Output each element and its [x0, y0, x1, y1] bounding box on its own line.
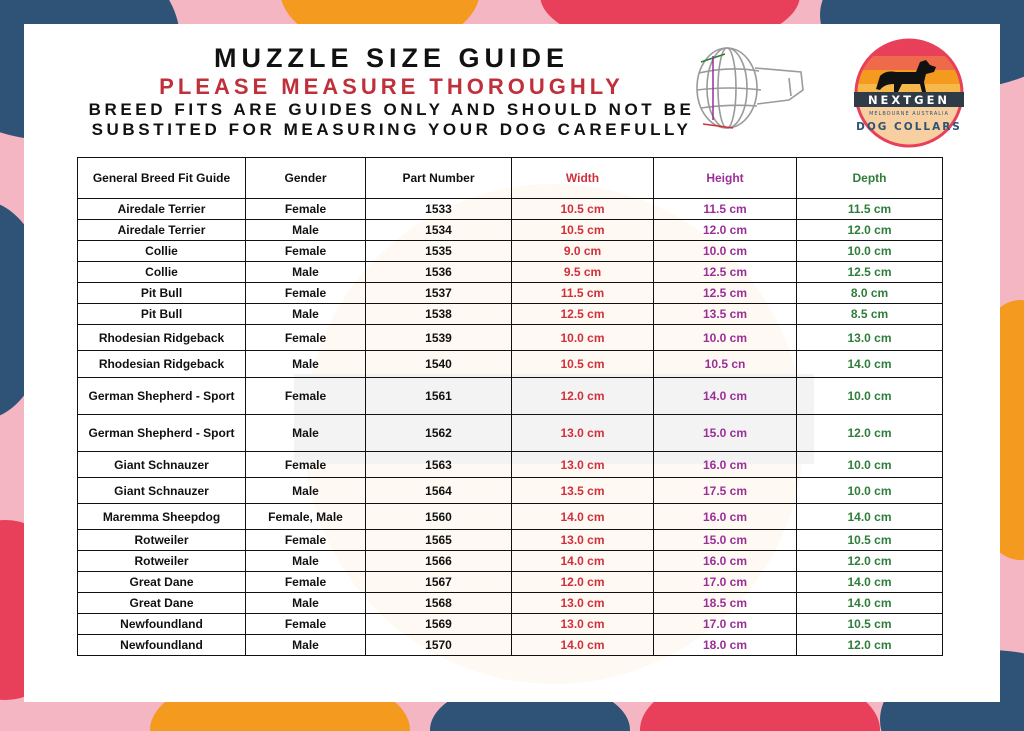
- cell-width: 10.5 cm: [512, 351, 654, 378]
- cell-gender: Male: [246, 635, 366, 656]
- cell-depth: 8.0 cm: [797, 283, 943, 304]
- cell-depth: 12.0 cm: [797, 551, 943, 572]
- cell-height: 11.5 cm: [654, 199, 797, 220]
- cell-gender: Female: [246, 325, 366, 351]
- cell-breed: Collie: [78, 241, 246, 262]
- cell-width: 11.5 cm: [512, 283, 654, 304]
- cell-height: 16.0 cm: [654, 452, 797, 478]
- page-subtitle: PLEASE MEASURE THOROUGHLY: [159, 74, 624, 99]
- size-guide-card: [24, 24, 1000, 702]
- cell-gender: Female: [246, 572, 366, 593]
- cell-part: 1538: [366, 304, 512, 325]
- cell-height: 10.0 cm: [654, 241, 797, 262]
- cell-breed: Airedale Terrier: [78, 220, 246, 241]
- cell-breed: Pit Bull: [78, 304, 246, 325]
- cell-depth: 10.5 cm: [797, 614, 943, 635]
- cell-part: 1564: [366, 478, 512, 504]
- cell-height: 16.0 cm: [654, 504, 797, 530]
- cell-width: 12.0 cm: [512, 572, 654, 593]
- cell-breed: Giant Schnauzer: [78, 452, 246, 478]
- cell-breed: Rotweiler: [78, 551, 246, 572]
- cell-depth: 14.0 cm: [797, 572, 943, 593]
- cell-width: 10.5 cm: [512, 199, 654, 220]
- cell-breed: Collie: [78, 262, 246, 283]
- table-row: [78, 351, 943, 378]
- cell-height: 17.5 cm: [654, 478, 797, 504]
- disclaimer-line-2: SUBSTITED FOR MEASURING YOUR DOG CAREFULLY: [91, 120, 692, 139]
- cell-height: 18.0 cm: [654, 635, 797, 656]
- cell-width: 9.0 cm: [512, 241, 654, 262]
- cell-height: 12.5 cm: [654, 283, 797, 304]
- cell-gender: Female: [246, 530, 366, 551]
- cell-height: 10.0 cm: [654, 325, 797, 351]
- table-row: [78, 304, 943, 325]
- cell-height: 14.0 cm: [654, 378, 797, 415]
- cell-part: 1539: [366, 325, 512, 351]
- cell-height: 10.5 cn: [654, 351, 797, 378]
- logo-location: MELBOURNE AUSTRALIA: [869, 111, 949, 117]
- cell-height: 17.0 cm: [654, 614, 797, 635]
- cell-gender: Female: [246, 199, 366, 220]
- logo-brand: NEXTGEN: [867, 93, 951, 107]
- cell-part: 1561: [366, 378, 512, 415]
- cell-height: 15.0 cm: [654, 530, 797, 551]
- cell-part: 1566: [366, 551, 512, 572]
- cell-width: 10.5 cm: [512, 220, 654, 241]
- table-row: [78, 635, 943, 656]
- header-gender: Gender: [246, 158, 366, 199]
- cell-width: 14.0 cm: [512, 504, 654, 530]
- cell-width: 14.0 cm: [512, 635, 654, 656]
- table-row: [78, 551, 943, 572]
- cell-width: 12.0 cm: [512, 378, 654, 415]
- header-height: Height: [654, 158, 797, 199]
- page-title: MUZZLE SIZE GUIDE: [214, 43, 569, 73]
- cell-part: 1537: [366, 283, 512, 304]
- cell-breed: Rhodesian Ridgeback: [78, 351, 246, 378]
- cell-part: 1565: [366, 530, 512, 551]
- table-row: [78, 572, 943, 593]
- cell-part: 1570: [366, 635, 512, 656]
- cell-depth: 10.0 cm: [797, 241, 943, 262]
- table-row: [78, 220, 943, 241]
- header: [79, 42, 704, 140]
- cell-breed: Maremma Sheepdog: [78, 504, 246, 530]
- cell-part: 1534: [366, 220, 512, 241]
- cell-depth: 14.0 cm: [797, 504, 943, 530]
- table-row: [78, 378, 943, 415]
- cell-depth: 12.0 cm: [797, 220, 943, 241]
- cell-breed: Great Dane: [78, 572, 246, 593]
- cell-width: 12.5 cm: [512, 304, 654, 325]
- cell-height: 13.5 cm: [654, 304, 797, 325]
- cell-part: 1535: [366, 241, 512, 262]
- table-row: [78, 478, 943, 504]
- cell-depth: 8.5 cm: [797, 304, 943, 325]
- cell-gender: Male: [246, 593, 366, 614]
- cell-breed: Giant Schnauzer: [78, 478, 246, 504]
- cell-gender: Female, Male: [246, 504, 366, 530]
- table-row: [78, 504, 943, 530]
- cell-breed: Airedale Terrier: [78, 199, 246, 220]
- cell-height: 16.0 cm: [654, 551, 797, 572]
- table-row: [78, 530, 943, 551]
- cell-width: 9.5 cm: [512, 262, 654, 283]
- table-row: [78, 262, 943, 283]
- cell-part: 1562: [366, 415, 512, 452]
- cell-part: 1563: [366, 452, 512, 478]
- cell-gender: Male: [246, 304, 366, 325]
- cell-depth: 12.0 cm: [797, 415, 943, 452]
- table-row: [78, 283, 943, 304]
- cell-width: 13.0 cm: [512, 614, 654, 635]
- cell-width: 13.0 cm: [512, 593, 654, 614]
- size-guide-table: [77, 157, 943, 656]
- cell-width: 13.5 cm: [512, 478, 654, 504]
- logo-tagline: DOG COLLARS: [856, 121, 962, 133]
- cell-breed: Great Dane: [78, 593, 246, 614]
- cell-depth: 14.0 cm: [797, 593, 943, 614]
- cell-gender: Female: [246, 378, 366, 415]
- cell-width: 13.0 cm: [512, 452, 654, 478]
- cell-width: 13.0 cm: [512, 415, 654, 452]
- cell-width: 14.0 cm: [512, 551, 654, 572]
- header-breed: General Breed Fit Guide: [78, 158, 246, 199]
- cell-height: 18.5 cm: [654, 593, 797, 614]
- header-part-number: Part Number: [366, 158, 512, 199]
- nextgen-logo: [850, 34, 968, 152]
- table-row: [78, 452, 943, 478]
- cell-part: 1540: [366, 351, 512, 378]
- table-row: [78, 199, 943, 220]
- cell-part: 1536: [366, 262, 512, 283]
- cell-gender: Male: [246, 551, 366, 572]
- cell-part: 1533: [366, 199, 512, 220]
- cell-height: 15.0 cm: [654, 415, 797, 452]
- cell-height: 12.0 cm: [654, 220, 797, 241]
- cell-part: 1569: [366, 614, 512, 635]
- table-row: [78, 593, 943, 614]
- cell-gender: Female: [246, 452, 366, 478]
- cell-gender: Female: [246, 241, 366, 262]
- cell-part: 1567: [366, 572, 512, 593]
- disclaimer-line-1: BREED FITS ARE GUIDES ONLY AND SHOULD NOT BE: [88, 100, 695, 119]
- table-header-row: [78, 158, 943, 199]
- cell-gender: Female: [246, 283, 366, 304]
- cell-gender: Male: [246, 415, 366, 452]
- cell-breed: Pit Bull: [78, 283, 246, 304]
- cell-breed: German Shepherd - Sport: [78, 378, 246, 415]
- cell-part: 1568: [366, 593, 512, 614]
- cell-depth: 13.0 cm: [797, 325, 943, 351]
- header-depth: Depth: [797, 158, 943, 199]
- cell-depth: 10.5 cm: [797, 530, 943, 551]
- cell-breed: Newfoundland: [78, 635, 246, 656]
- cell-breed: Rotweiler: [78, 530, 246, 551]
- cell-depth: 11.5 cm: [797, 199, 943, 220]
- cell-height: 12.5 cm: [654, 262, 797, 283]
- cell-depth: 10.0 cm: [797, 378, 943, 415]
- table-row: [78, 325, 943, 351]
- table-row: [78, 614, 943, 635]
- table-row: [78, 241, 943, 262]
- cell-breed: Rhodesian Ridgeback: [78, 325, 246, 351]
- table-row: [78, 415, 943, 452]
- cell-depth: 12.5 cm: [797, 262, 943, 283]
- cell-depth: 14.0 cm: [797, 351, 943, 378]
- cell-depth: 10.0 cm: [797, 478, 943, 504]
- cell-height: 17.0 cm: [654, 572, 797, 593]
- cell-gender: Male: [246, 220, 366, 241]
- cell-depth: 12.0 cm: [797, 635, 943, 656]
- cell-part: 1560: [366, 504, 512, 530]
- cell-breed: Newfoundland: [78, 614, 246, 635]
- cell-width: 10.0 cm: [512, 325, 654, 351]
- cell-gender: Male: [246, 351, 366, 378]
- cell-gender: Male: [246, 478, 366, 504]
- cell-gender: Male: [246, 262, 366, 283]
- cell-gender: Female: [246, 614, 366, 635]
- wire-muzzle-icon: [689, 38, 807, 136]
- cell-width: 13.0 cm: [512, 530, 654, 551]
- header-width: Width: [512, 158, 654, 199]
- cell-depth: 10.0 cm: [797, 452, 943, 478]
- cell-breed: German Shepherd - Sport: [78, 415, 246, 452]
